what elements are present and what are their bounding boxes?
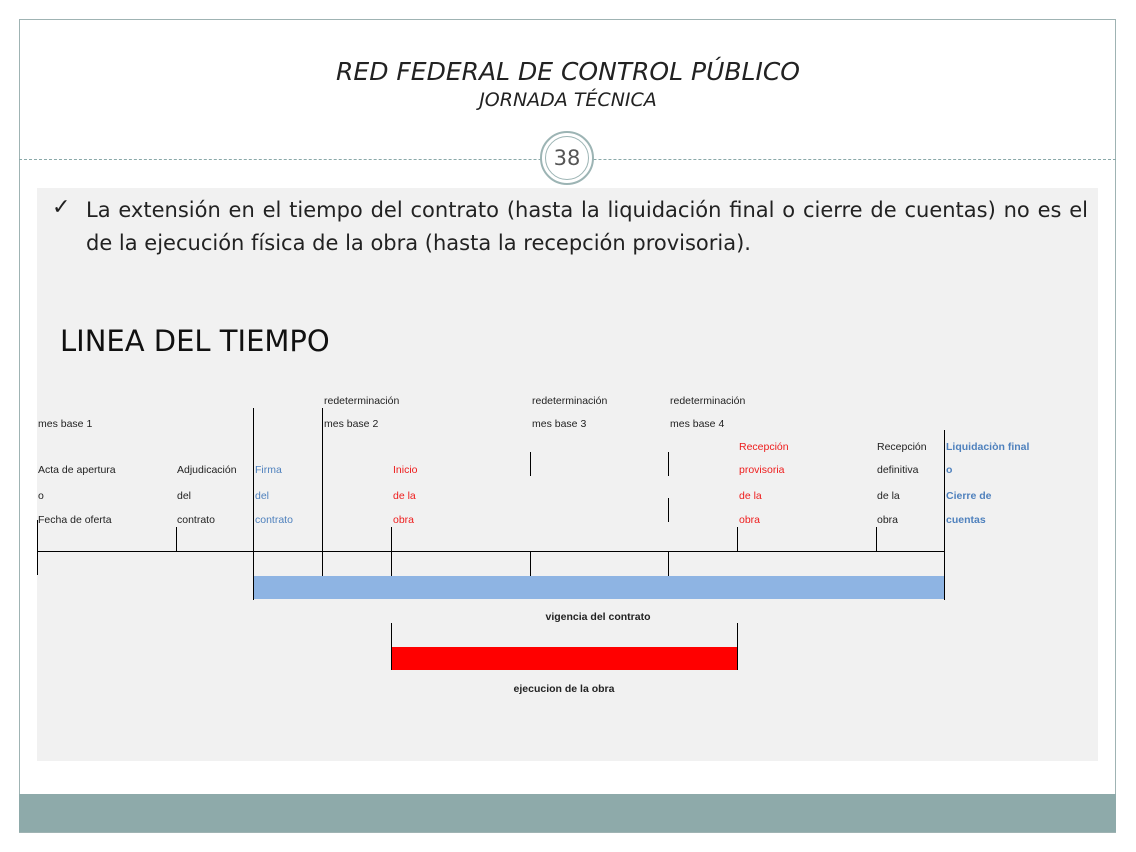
tick-firma <box>253 408 254 600</box>
acta-line-2: o <box>38 490 44 502</box>
acta-line-3: Fecha de oferta <box>38 514 112 526</box>
adjudicacion-line-1: Adjudicación <box>177 464 237 476</box>
mes-base-4-label: mes base 4 <box>670 418 725 430</box>
recepcion-provisoria-line-3: de la <box>739 490 762 502</box>
recepcion-provisoria-line-1: Recepción <box>739 441 789 453</box>
recepcion-provisoria-line-2: provisoria <box>739 464 785 476</box>
ejecucion-label: ejecucion de la obra <box>513 683 615 695</box>
adjudicacion-line-2: del <box>177 490 192 502</box>
tick-liquidacion <box>944 430 945 600</box>
inicio-line-3: obra <box>393 514 415 526</box>
tick-mes-base-3-lower <box>530 551 531 576</box>
redeterminacion-label-1: redeterminación <box>324 395 400 407</box>
acta-line-1: Acta de apertura <box>38 464 116 476</box>
redeterminacion-label-2: redeterminación <box>532 395 608 407</box>
bullet-paragraph: La extensión en el tiempo del contrato (hasta la liquidación final o cierre de cuentas) no es el de la ejecución física de la obra (hasta la recepción provisoria). <box>86 198 1088 255</box>
ejecucion-bar <box>392 647 737 670</box>
vigencia-bar <box>254 576 944 599</box>
adjudicacion-line-3: contrato <box>177 514 215 526</box>
inicio-line-2: de la <box>393 490 416 502</box>
timeline-axis <box>37 551 945 552</box>
page-number-badge <box>540 131 594 185</box>
recepcion-definitiva-line-4: obra <box>877 514 899 526</box>
checkmark-icon: ✓ <box>52 195 71 220</box>
recepcion-definitiva-line-2: definitiva <box>877 464 919 476</box>
firma-line-2: del <box>255 490 270 502</box>
mes-base-2-label: mes base 2 <box>324 418 379 430</box>
firma-line-1: Firma <box>255 464 282 476</box>
slide-title: RED FEDERAL DE CONTROL PÚBLICO <box>336 57 800 86</box>
liquidacion-line-2: o <box>946 464 953 476</box>
inicio-line-1: Inicio <box>393 464 418 476</box>
firma-line-3: contrato <box>255 514 293 526</box>
liquidacion-line-3: Cierre de <box>946 490 992 502</box>
tick-ejecucion-end <box>737 623 738 670</box>
tick-mes-base-3-upper <box>530 452 531 476</box>
tick-mes-base-4-lower <box>668 551 669 576</box>
footer-bar <box>19 794 1116 832</box>
liquidacion-line-1: Liquidaciòn final <box>946 441 1030 453</box>
mes-base-3-label: mes base 3 <box>532 418 587 430</box>
tick-adjudicacion <box>176 527 177 551</box>
tick-mes-base-4-mid <box>668 498 669 522</box>
liquidacion-line-4: cuentas <box>946 514 986 526</box>
tick-recepcion-provisoria <box>737 527 738 551</box>
page-number: 38 <box>545 136 589 180</box>
recepcion-definitiva-line-1: Recepción <box>877 441 927 453</box>
tick-acta <box>37 520 38 575</box>
tick-mes-base-4-upper <box>668 452 669 476</box>
vigencia-label: vigencia del contrato <box>545 611 651 623</box>
tick-recepcion-definitiva <box>876 527 877 551</box>
redeterminacion-label-3: redeterminación <box>670 395 746 407</box>
recepcion-provisoria-line-4: obra <box>739 514 761 526</box>
mes-base-1-label: mes base 1 <box>38 418 93 430</box>
slide-subtitle: JORNADA TÉCNICA <box>479 89 657 111</box>
recepcion-definitiva-line-3: de la <box>877 490 900 502</box>
timeline-heading: LINEA DEL TIEMPO <box>60 324 330 358</box>
